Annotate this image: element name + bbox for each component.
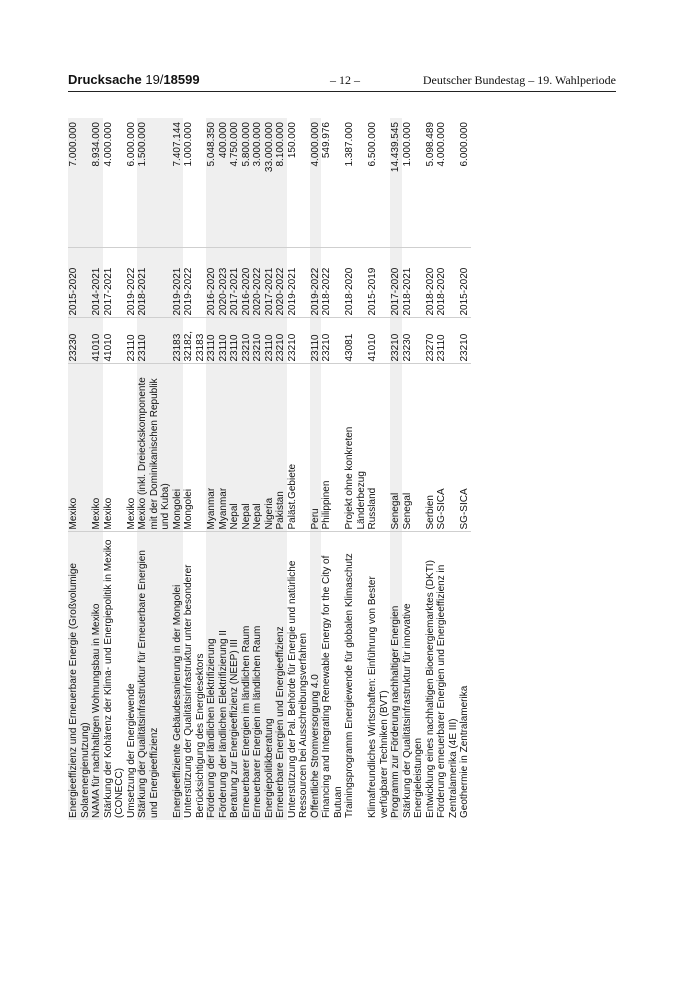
cell-country: Nepal — [252, 364, 264, 532]
table-row — [459, 118, 471, 820]
table-row — [137, 118, 172, 820]
table-row — [126, 118, 138, 820]
table-row — [229, 118, 241, 820]
table-row — [183, 118, 206, 820]
cell-crs-code: 41010 — [91, 318, 103, 364]
cell-country: Nigeria — [264, 364, 276, 532]
cell-amount: 5.048.350 — [206, 118, 218, 248]
cell-country: Mexiko — [103, 364, 126, 532]
cell-amount: 3.000.000 — [252, 118, 264, 248]
cell-project-title: Beratung zur Energieeffizienz (NEEP) III — [229, 532, 241, 820]
table-row — [172, 118, 184, 820]
cell-crs-code: 23210 — [459, 318, 471, 364]
table-row — [218, 118, 230, 820]
cell-project-title: Öffentliche Stromversorgung 4.0 — [310, 532, 322, 820]
cell-country: Nepal — [229, 364, 241, 532]
cell-period: 2015-2020 — [68, 248, 91, 318]
cell-crs-code: 23110 — [137, 318, 172, 364]
cell-crs-code: 23210 — [390, 318, 402, 364]
cell-amount: 549.976 — [321, 122, 332, 159]
cell-country: Myanmar — [218, 364, 230, 532]
cell-project-title: Förderung erneuerbarer Energien und Energieeffizienz in Zentralamerika (4E III) — [436, 532, 459, 820]
cell-country: Projekt ohne konkreten Länderbezug — [344, 364, 367, 532]
cell-crs-code: 41010 — [367, 318, 390, 364]
document-number-prefix: 19/ — [145, 72, 164, 87]
cell-period: 2017-2021 — [264, 248, 276, 318]
cell-amount: 8.934.000 — [91, 118, 103, 248]
cell-crs-code: 41010 — [103, 318, 126, 364]
cell-country: Nepal — [241, 364, 253, 532]
cell-amount: 1.000.000 — [183, 122, 194, 167]
cell-crs-code: 23230 — [402, 318, 425, 364]
cell-amount: 1.387.000 — [344, 122, 355, 167]
cell-period: 2018-2021 — [402, 248, 425, 318]
cell-crs-code: 23110 — [126, 318, 138, 364]
cell-project-title: Programm zur Förderung nachhaltiger Energien — [390, 532, 402, 820]
cell-amount: 4.000.000 — [102, 122, 114, 167]
cell-amount: 33.000.000 — [264, 118, 276, 248]
cell-period: 2020-2022 — [275, 248, 287, 318]
rotated-table-area — [68, 118, 616, 820]
cell-amount: 4.000.000 — [436, 122, 447, 167]
funding-table — [68, 118, 471, 820]
cell-country: Philippinen — [321, 364, 344, 532]
cell-amount: 5.098.489 — [424, 122, 436, 167]
cell-period: 2014-2021 — [91, 248, 103, 318]
document-number-value: 18599 — [163, 72, 200, 87]
table-row — [103, 118, 126, 820]
cell-period: 2020-2023 — [218, 248, 230, 318]
cell-project-title: Energiepolitikberatung — [264, 532, 276, 820]
cell-crs-code: 23210 — [252, 318, 264, 364]
table-row — [425, 118, 437, 820]
cell-country: Myanmar — [206, 364, 218, 532]
cell-period: 2017-2020 — [390, 248, 402, 318]
cell-country: Mexiko — [68, 364, 91, 532]
cell-amount: 5.800.000 — [241, 118, 253, 248]
cell-period: 2016-2020 — [206, 248, 218, 318]
cell-crs-code: 23110 — [436, 318, 459, 364]
cell-project-title: Financing and Integrating Renewable Energy for the City of Butuan — [321, 532, 344, 820]
cell-period: 2019-2021 — [287, 248, 310, 318]
table-row — [206, 118, 218, 820]
cell-period: 2018-2022 — [321, 248, 344, 318]
cell-country: Mexiko — [126, 364, 138, 532]
table-body — [68, 118, 471, 820]
header-rule — [68, 91, 616, 92]
cell-crs-code: 23110 — [218, 318, 230, 364]
cell-country: Mongolei — [172, 364, 184, 532]
cell-country: SG-SICA — [436, 364, 459, 532]
table-row — [68, 118, 91, 820]
cell-country: Paläst.Gebiete — [287, 364, 310, 532]
cell-amount: 1.000.000 — [401, 122, 413, 167]
cell-period: 2015-2019 — [367, 248, 390, 318]
cell-crs-code: 23210 — [321, 318, 344, 364]
table-row — [275, 118, 287, 820]
table-row — [321, 118, 344, 820]
table-row — [402, 118, 425, 820]
cell-project-title: Energieeffizienz und Erneuerbare Energie (Großvolumige Solarenergienutzung) — [68, 532, 91, 820]
cell-country: Mongolei — [183, 364, 206, 532]
cell-crs-code: 23110 — [264, 318, 276, 364]
cell-period: 2018-2021 — [137, 248, 172, 318]
table-row — [287, 118, 310, 820]
cell-period: 2018-2020 — [344, 248, 367, 318]
cell-crs-code: 23210 — [241, 318, 253, 364]
cell-project-title: Trainingsprogramm Energiewende für globalen Klimaschutz — [344, 532, 367, 820]
cell-period: 2017-2021 — [229, 248, 241, 318]
cell-project-title: NAMA für nachhaltigen Wohnungsbau in Mexiko — [91, 532, 103, 820]
cell-amount: 7.000.000 — [68, 118, 91, 248]
cell-project-title: Erneuerbare Energien und Energieeffizienz — [275, 532, 287, 820]
page-header — [68, 72, 616, 92]
table-row — [241, 118, 253, 820]
cell-project-title: Unterstützung der Qualitätsinfrastruktur unter besonderer Berücksichtigung des Energiesektors — [183, 532, 206, 820]
cell-project-title: Förderung der ländlichen Elektrifizierung — [206, 532, 218, 820]
cell-period: 2019-2021 — [172, 248, 184, 318]
cell-amount: 4.750.000 — [229, 118, 241, 248]
cell-country: Mexiko (inkl. Dreieckskomponente mit der Dominikanischen Republik und Kuba) — [137, 364, 172, 532]
page-number: – 12 – — [330, 73, 360, 87]
table-row — [252, 118, 264, 820]
cell-country: Pakistan — [275, 364, 287, 532]
cell-project-title: Stärkung der Qualitätsinfrastruktur für Erneuerbare Energien und Energieeffizienz — [137, 532, 172, 820]
cell-period: 2019-2022 — [183, 248, 206, 318]
cell-crs-code: 43081 — [344, 318, 367, 364]
cell-project-title: Erneuerbarer Energien im ländlichen Raum — [252, 532, 264, 820]
cell-period: 2016-2020 — [241, 248, 253, 318]
cell-crs-code: 23270 — [425, 318, 437, 364]
cell-crs-code: 23210 — [275, 318, 287, 364]
cell-crs-code: 23110 — [310, 318, 322, 364]
cell-period: 2018-2020 — [425, 248, 437, 318]
cell-crs-code: 23230 — [68, 318, 91, 364]
cell-country: SG-SICA — [459, 364, 471, 532]
table-row — [436, 118, 459, 820]
table-row — [390, 118, 402, 820]
table-row — [344, 118, 367, 820]
cell-project-title: Stärkung der Kohärenz der Klima- und Energiepolitik in Mexiko (CONECC) — [103, 532, 126, 820]
cell-country: Senegal — [390, 364, 402, 532]
cell-crs-code: 23110 — [206, 318, 218, 364]
cell-crs-code: 23210 — [287, 318, 310, 364]
cell-project-title: Klimafreundliches Wirtschaften: Einführung von Bester verfügbarer Techniken (BVT) — [367, 532, 390, 820]
cell-country: Peru — [310, 364, 322, 532]
cell-amount: 8.100.000 — [275, 118, 287, 248]
cell-amount: 6.500.000 — [367, 122, 378, 167]
cell-crs-code: 32182, 23183 — [183, 318, 206, 364]
cell-project-title: Entwicklung eines nachhaltigen Bioenergiemarktes (DKTI) — [425, 532, 437, 820]
cell-period: 2019-2022 — [126, 248, 138, 318]
cell-amount: 400.000 — [218, 118, 230, 248]
table-row — [264, 118, 276, 820]
cell-period: 2020-2022 — [252, 248, 264, 318]
cell-amount: 1.500.000 — [137, 118, 172, 248]
cell-project-title: Unterstützung der Pal. Behörde für Energie und natürliche Ressourcen bei Ausschreibungsverfahren — [287, 532, 310, 820]
cell-amount: 4.000.000 — [310, 118, 322, 248]
cell-amount: 7.407.144 — [172, 118, 184, 248]
cell-project-title: Umsetzung der Energiewende — [126, 532, 138, 820]
cell-crs-code: 23183 — [172, 318, 184, 364]
cell-period: 2017-2021 — [103, 248, 126, 318]
cell-amount: 150.000 — [286, 122, 298, 159]
cell-country: Serbien — [425, 364, 437, 532]
table-row — [91, 118, 103, 820]
rotated-table — [68, 118, 616, 820]
cell-project-title: Geothermie in Zentralamerika — [459, 532, 471, 820]
cell-amount: 14.439.545 — [390, 118, 402, 248]
cell-project-title: Förderung der ländlichen Elektrifizierung II — [218, 532, 230, 820]
cell-crs-code: 23110 — [229, 318, 241, 364]
cell-amount: 6.000.000 — [459, 122, 470, 167]
document-number — [68, 72, 200, 87]
table-row — [367, 118, 390, 820]
cell-period: 2019-2022 — [310, 248, 322, 318]
cell-country: Russland — [367, 364, 390, 532]
cell-country: Senegal — [402, 364, 425, 532]
cell-project-title: Stärkung der Qualitätsinfrastruktur für innovative Energieleistungen — [402, 532, 425, 820]
parliament-title: Deutscher Bundestag – 19. Wahlperiode — [422, 73, 616, 87]
document-label: Drucksache — [68, 72, 142, 87]
cell-period: 2015-2020 — [459, 248, 471, 318]
cell-amount: 6.000.000 — [125, 122, 137, 167]
cell-period: 2018-2020 — [436, 248, 459, 318]
cell-project-title: Erneuerbarer Energien im ländlichen Raum — [241, 532, 253, 820]
cell-country: Mexiko — [91, 364, 103, 532]
table-row — [310, 118, 322, 820]
cell-project-title: Energieeffiziente Gebäudesanierung in der Mongolei — [172, 532, 184, 820]
